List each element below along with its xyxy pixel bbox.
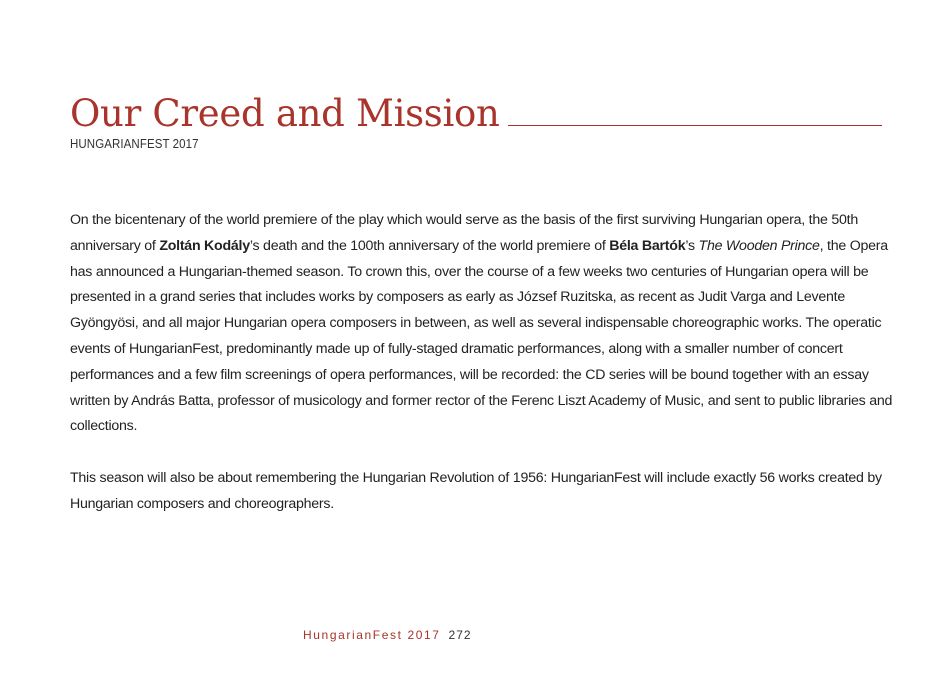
paragraph-1 (70, 208, 900, 440)
section-subtitle: HUNGARIANFEST 2017 (70, 137, 199, 151)
paragraph-2: This season will also be about remembering the Hungarian Revolution of 1956: HungarianFest will include exactly 56 works created by Hungarian composers and choreographers. (70, 469, 882, 512)
footer-publication-name: HungarianFest 2017 (303, 628, 441, 642)
title-row (70, 88, 882, 134)
composer-name-kodaly: Zoltán Kodály (159, 237, 250, 254)
page-number: 272 (448, 628, 472, 642)
body-text (70, 208, 900, 543)
page-footer (303, 628, 472, 642)
paragraph-1-part-1: On the bicentenary of the world premiere of the play which would serve as the basis of the first surviving Hungarian opera, the 50th anniversary of (70, 212, 858, 254)
paragraph-1-part-3: ’s (685, 237, 699, 254)
page-title: Our Creed and Mission (70, 92, 500, 135)
composer-name-bartok: Béla Bartók (609, 237, 686, 254)
paragraph-1-part-4: , the Opera has announced a Hungarian-themed season. To crown this, over the course of a few weeks two centuries of Hungarian opera will be presented in a grand series that includes works by composers as early as József Ruzitska, as recent as Judit Varga and Levente Gyöngyösi, and all major Hungarian opera composers in between, as well as several indispensable choreographic works. The operatic events of HungarianFest, predominantly made up of fully-staged dramatic performances, along with a smaller number of concert performances and a few film screenings of opera performances, will be recorded: the CD series will be bound together with an essay written by András Batta, professor of musicology and former rector of the Ferenc Liszt Academy of Music, and sent to public libraries and collections. (70, 237, 893, 435)
title-underline-rule (508, 125, 882, 126)
paragraph-1-part-2: ’s death and the 100th anniversary of the world premiere of (249, 237, 610, 254)
work-title-wooden-prince: The Wooden Prince (698, 237, 820, 254)
